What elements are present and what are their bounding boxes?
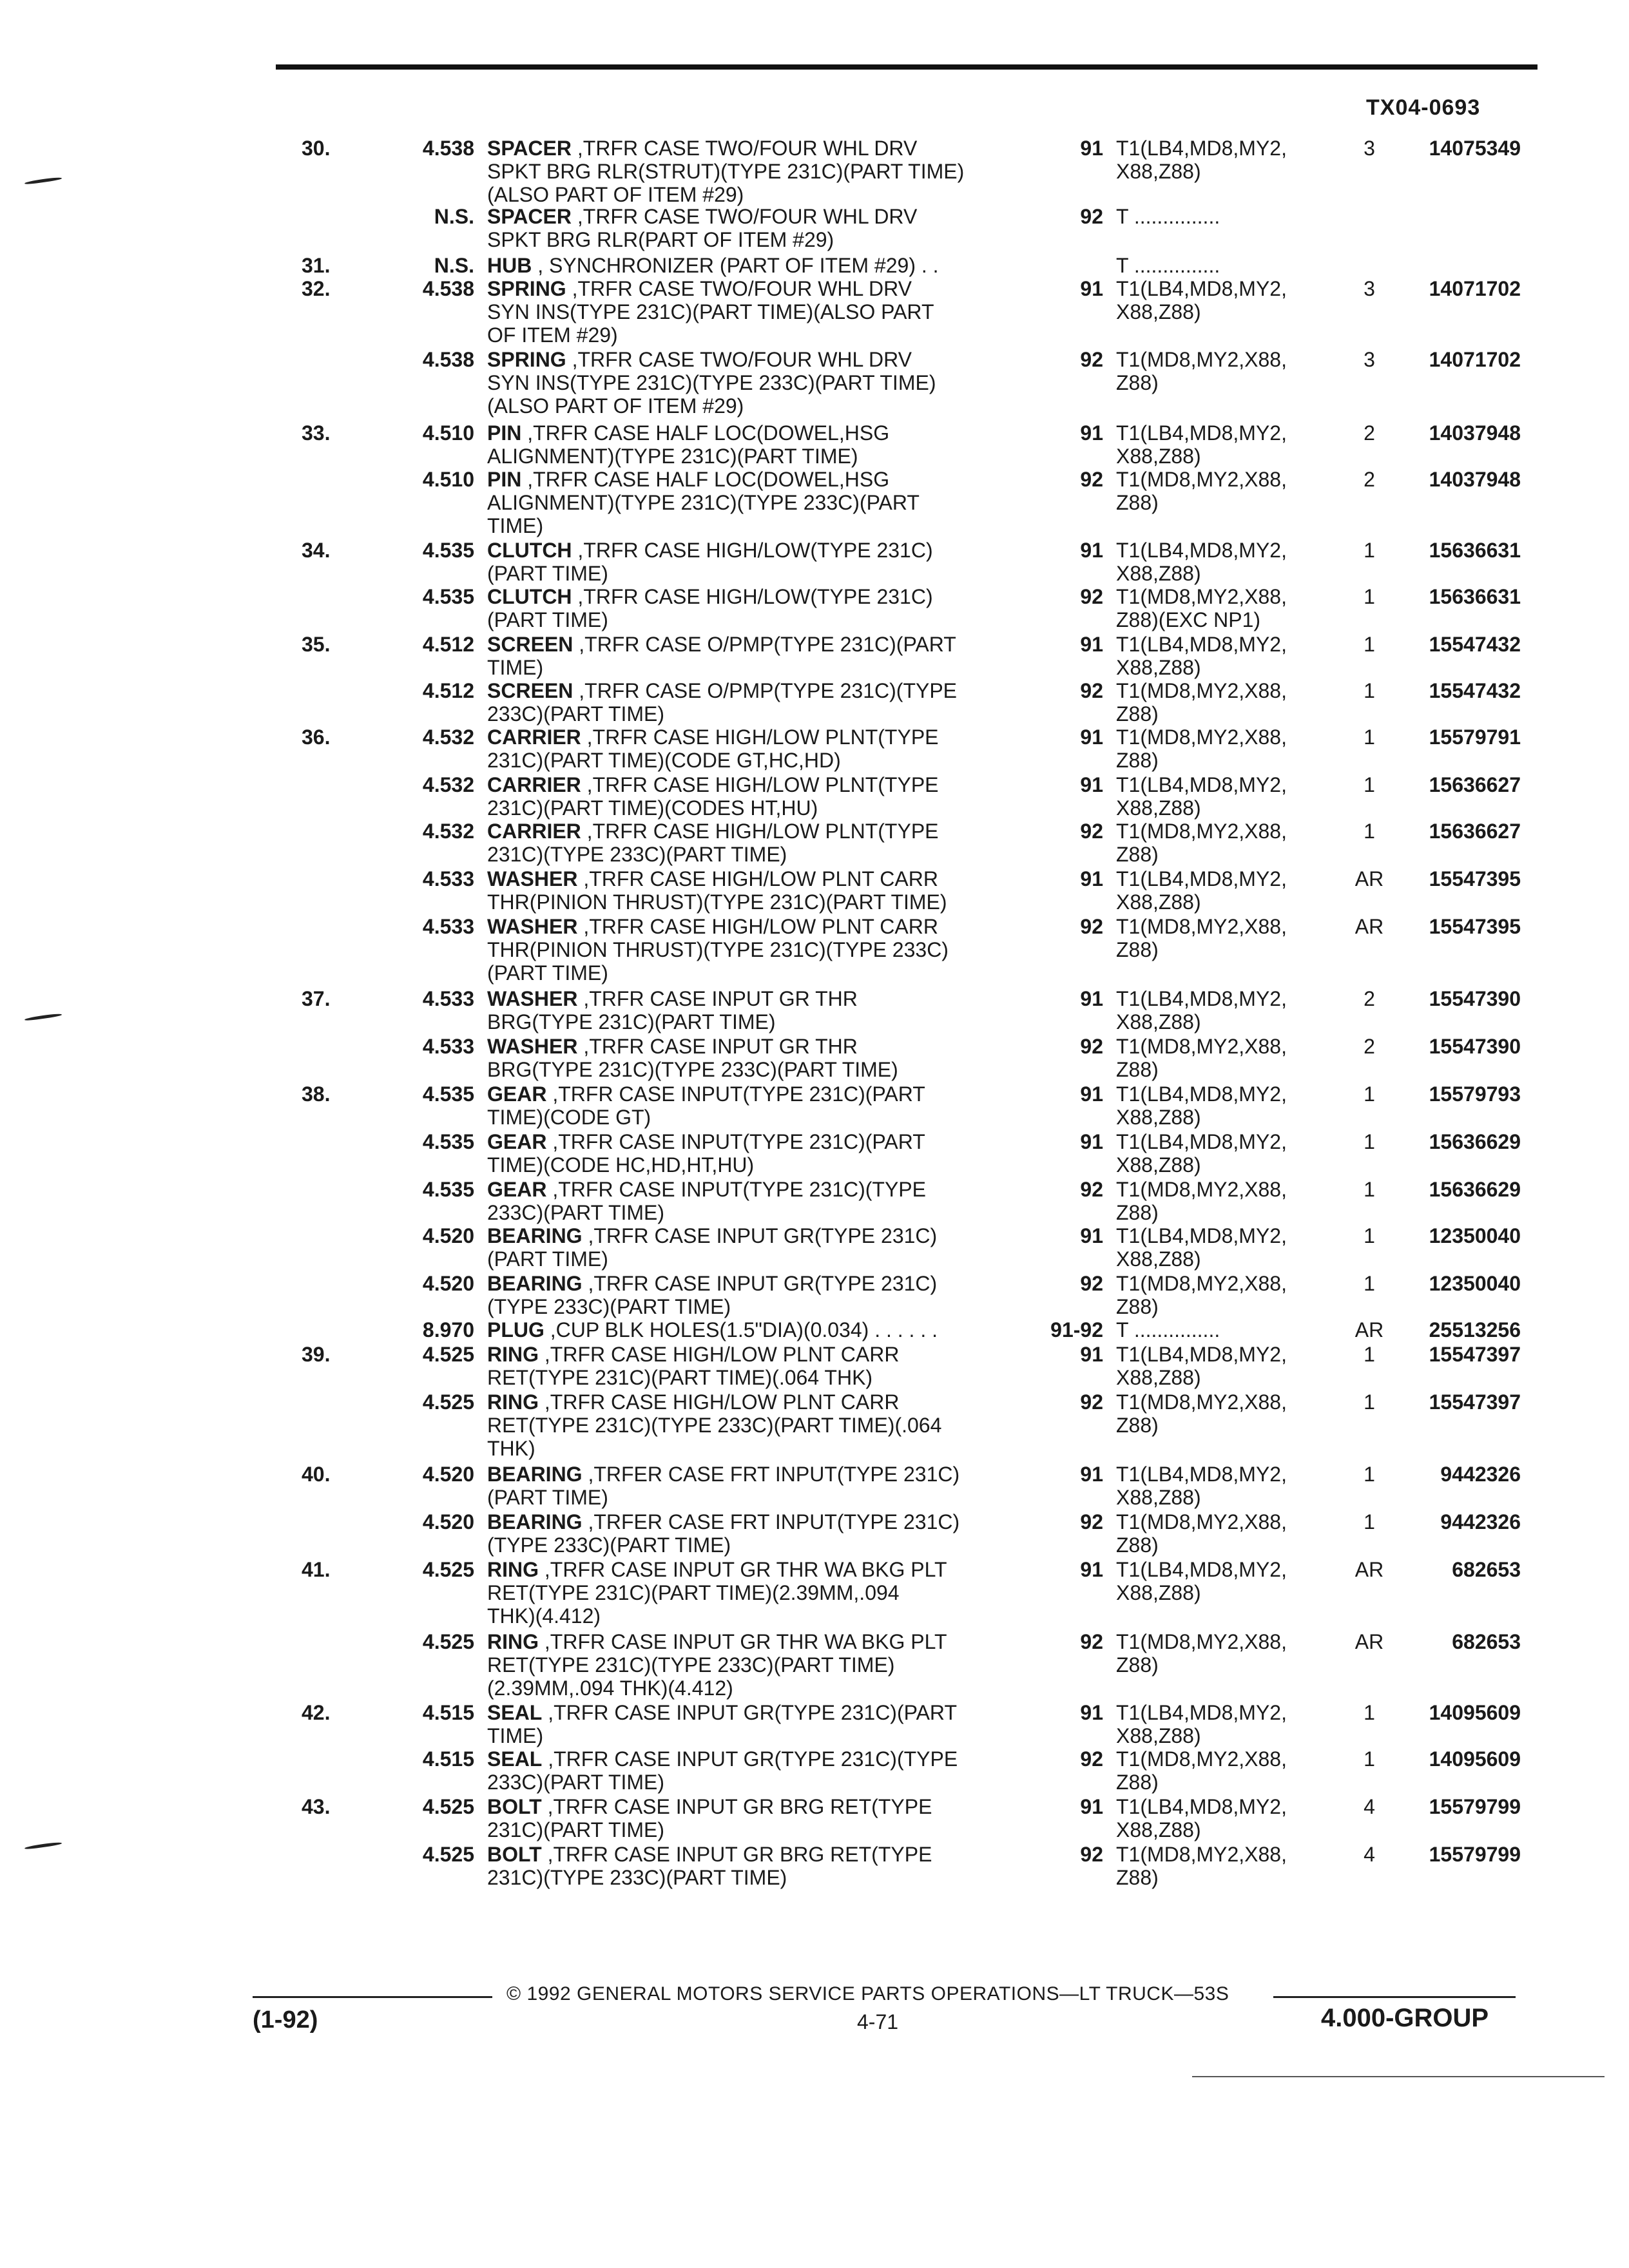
quantity: 1 (1364, 726, 1375, 749)
item-number: 39. (302, 1343, 331, 1366)
part-number: 14071702 (1429, 277, 1521, 300)
part-name: SEAL (487, 1701, 543, 1724)
part-number: 14071702 (1429, 348, 1521, 371)
group-number: 4.532 (422, 726, 474, 749)
part-name: GEAR (487, 1082, 547, 1106)
part-number: 14037948 (1429, 421, 1521, 445)
part-description (487, 1178, 1028, 1224)
group-number: 4.515 (422, 1747, 474, 1771)
quantity: 1 (1364, 1510, 1375, 1533)
model-codes: T ............... (1116, 205, 1220, 228)
part-description (487, 277, 1028, 347)
model-codes: T1(MD8,MY2,X88, Z88) (1116, 1630, 1287, 1677)
part-number: 14037948 (1429, 468, 1521, 491)
quantity: 1 (1364, 1343, 1375, 1366)
model-year: 92 (1080, 585, 1103, 608)
item-number: 42. (302, 1701, 331, 1724)
part-name: RING (487, 1343, 539, 1366)
part-description (487, 1701, 1028, 1747)
model-year: 92 (1080, 1747, 1103, 1771)
part-name: HUB (487, 254, 532, 277)
group-label: 4.000-GROUP (1321, 2004, 1489, 2032)
model-codes: T1(MD8,MY2,X88, Z88) (1116, 679, 1287, 726)
model-codes: T1(MD8,MY2,X88, Z88) (1116, 1272, 1287, 1318)
part-description (487, 1390, 1028, 1460)
model-year: 91 (1080, 1701, 1103, 1724)
copyright-notice: © 1992 GENERAL MOTORS SERVICE PARTS OPERATIONS—LT TRUCK—53S (506, 1983, 1229, 2004)
quantity: 1 (1364, 1272, 1375, 1295)
group-number: 4.520 (422, 1463, 474, 1486)
part-number: 15636627 (1429, 773, 1521, 796)
model-year: 92 (1080, 1510, 1103, 1533)
group-number: 4.535 (422, 1178, 474, 1201)
group-number: 4.533 (422, 915, 474, 938)
part-detail: ,TRFR CASE INPUT GR(TYPE 231C)(TYPE 233C)(PART TIME) (487, 1747, 958, 1794)
group-number: 4.525 (422, 1390, 474, 1414)
part-number: 15547395 (1429, 867, 1521, 890)
part-detail: ,TRFR CASE INPUT GR(TYPE 231C) (TYPE 233C)(PART TIME) (487, 1272, 938, 1318)
part-name: WASHER (487, 1035, 578, 1058)
item-number: 36. (302, 726, 331, 749)
part-detail: ,TRFR CASE TWO/FOUR WHL DRV SPKT BRG RLR(PART OF ITEM #29) (487, 205, 918, 251)
group-number: 4.535 (422, 585, 474, 608)
quantity: 4 (1364, 1795, 1375, 1818)
group-number: 4.535 (422, 539, 474, 562)
part-detail: , SYNCHRONIZER (PART OF ITEM #29) . . (532, 254, 939, 277)
part-number: 25513256 (1429, 1318, 1521, 1341)
model-year: 92 (1080, 679, 1103, 702)
model-codes: T1(MD8,MY2,X88, Z88) (1116, 1510, 1287, 1557)
part-number: 15636631 (1429, 585, 1521, 608)
part-detail: ,TRFR CASE INPUT GR THR BRG(TYPE 231C)(PART TIME) (487, 987, 858, 1033)
group-number: N.S. (434, 254, 474, 277)
quantity: 1 (1364, 1224, 1375, 1247)
part-description (487, 1082, 1028, 1129)
model-codes: T1(LB4,MD8,MY2, X88,Z88) (1116, 867, 1287, 914)
part-detail: ,TRFR CASE HALF LOC(DOWEL,HSG ALIGNMENT)(TYPE 231C)(TYPE 233C)(PART TIME) (487, 468, 920, 537)
model-codes: T1(LB4,MD8,MY2, X88,Z88) (1116, 1701, 1287, 1747)
model-codes: T1(LB4,MD8,MY2, X88,Z88) (1116, 1463, 1287, 1509)
group-number: 4.520 (422, 1272, 474, 1295)
quantity: 1 (1364, 633, 1375, 656)
binder-hole-mark (24, 1013, 62, 1021)
group-number: 4.512 (422, 679, 474, 702)
part-description (487, 348, 1028, 418)
group-number: 4.525 (422, 1843, 474, 1866)
part-detail: ,TRFR CASE O/PMP(TYPE 231C)(TYPE 233C)(PART TIME) (487, 679, 958, 726)
quantity: 3 (1364, 137, 1375, 160)
model-year: 91 (1080, 1558, 1103, 1581)
part-detail: ,TRFR CASE HIGH/LOW PLNT CARR THR(PINION THRUST)(TYPE 231C)(TYPE 233C) (PART TIME) (487, 915, 949, 985)
quantity: AR (1354, 1630, 1384, 1653)
part-name: PIN (487, 468, 522, 491)
part-number: 15547390 (1429, 1035, 1521, 1058)
group-number: 4.525 (422, 1343, 474, 1366)
part-name: CARRIER (487, 820, 581, 843)
model-codes: T1(LB4,MD8,MY2, X88,Z88) (1116, 1224, 1287, 1271)
model-codes: T1(MD8,MY2,X88, Z88) (1116, 468, 1287, 514)
part-description (487, 137, 1028, 206)
part-description (487, 205, 1028, 251)
part-name: BOLT (487, 1843, 542, 1866)
quantity: AR (1354, 1558, 1384, 1581)
part-number: 15579799 (1429, 1843, 1521, 1866)
model-year: 91 (1080, 539, 1103, 562)
part-name: CLUTCH (487, 585, 572, 608)
quantity: AR (1354, 915, 1384, 938)
quantity: 1 (1364, 1701, 1375, 1724)
model-codes: T1(MD8,MY2,X88, Z88) (1116, 820, 1287, 866)
part-name: SEAL (487, 1747, 543, 1771)
part-name: SPACER (487, 137, 572, 160)
part-description (487, 1558, 1028, 1628)
model-year: 91-92 (1050, 1318, 1103, 1341)
part-number: 15547432 (1429, 633, 1521, 656)
model-year: 92 (1080, 820, 1103, 843)
part-number: 682653 (1452, 1630, 1521, 1653)
part-number: 14075349 (1429, 137, 1521, 160)
group-number: 4.533 (422, 1035, 474, 1058)
part-number: 14095609 (1429, 1701, 1521, 1724)
quantity: 1 (1364, 585, 1375, 608)
model-year: 92 (1080, 1630, 1103, 1653)
group-number: 4.515 (422, 1701, 474, 1724)
part-number: 15579791 (1429, 726, 1521, 749)
part-name: RING (487, 1390, 539, 1414)
binder-hole-mark (24, 1841, 62, 1850)
item-number: 30. (302, 137, 331, 160)
model-codes: T1(LB4,MD8,MY2, X88,Z88) (1116, 633, 1287, 679)
part-detail: ,TRFR CASE HIGH/LOW PLNT(TYPE 231C)(PART TIME)(CODE GT,HC,HD) (487, 726, 939, 772)
part-name: BOLT (487, 1795, 542, 1818)
group-number: 4.510 (422, 421, 474, 445)
part-detail: ,TRFR CASE INPUT GR THR WA BKG PLT RET(TYPE 231C)(TYPE 233C)(PART TIME) (2.39MM,.094 THK)(4.412) (487, 1630, 947, 1700)
item-number: 31. (302, 254, 331, 277)
part-number: 15547397 (1429, 1343, 1521, 1366)
model-year: 92 (1080, 1272, 1103, 1295)
part-description (487, 1343, 1028, 1389)
model-year: 91 (1080, 867, 1103, 890)
part-description (487, 1130, 1028, 1177)
model-codes: T1(MD8,MY2,X88, Z88) (1116, 1035, 1287, 1081)
part-name: PLUG (487, 1318, 545, 1341)
part-detail: ,TRFR CASE INPUT GR THR WA BKG PLT RET(TYPE 231C)(PART TIME)(2.39MM,.094 THK)(4.412) (487, 1558, 947, 1628)
group-number: 4.532 (422, 773, 474, 796)
group-number: 4.535 (422, 1082, 474, 1106)
part-description (487, 773, 1028, 820)
model-codes: T1(LB4,MD8,MY2, X88,Z88) (1116, 987, 1287, 1033)
model-year: 91 (1080, 1082, 1103, 1106)
part-name: BEARING (487, 1463, 583, 1486)
group-number: 4.532 (422, 820, 474, 843)
part-detail: ,TRFR CASE INPUT GR(TYPE 231C)(PART TIME) (487, 1701, 957, 1747)
item-number: 35. (302, 633, 331, 656)
part-description (487, 421, 1028, 468)
group-number: 4.535 (422, 1130, 474, 1153)
model-year: 92 (1080, 1390, 1103, 1414)
model-year: 91 (1080, 987, 1103, 1010)
part-description (487, 679, 1028, 726)
quantity: 2 (1364, 421, 1375, 445)
part-name: RING (487, 1630, 539, 1653)
part-description (487, 820, 1028, 866)
part-name: CARRIER (487, 726, 581, 749)
model-year: 91 (1080, 1463, 1103, 1486)
model-year: 91 (1080, 633, 1103, 656)
quantity: 1 (1364, 1747, 1375, 1771)
group-number: 4.525 (422, 1558, 474, 1581)
model-year: 91 (1080, 726, 1103, 749)
part-detail: ,TRFR CASE HIGH/LOW(TYPE 231C) (PART TIME) (487, 539, 933, 585)
group-number: 8.970 (422, 1318, 474, 1341)
model-year: 91 (1080, 137, 1103, 160)
part-description (487, 1747, 1028, 1794)
part-description (487, 254, 1028, 277)
model-year: 92 (1080, 348, 1103, 371)
part-description (487, 1463, 1028, 1509)
group-number: 4.538 (422, 348, 474, 371)
part-detail: ,TRFER CASE FRT INPUT(TYPE 231C) (PART TIME) (487, 1463, 960, 1509)
part-description (487, 1510, 1028, 1557)
group-number: 4.538 (422, 137, 474, 160)
quantity: AR (1354, 867, 1384, 890)
part-name: SCREEN (487, 679, 574, 702)
part-name: SPACER (487, 205, 572, 228)
part-name: CARRIER (487, 773, 581, 796)
footer-rule-right (1273, 1996, 1516, 1998)
model-year: 91 (1080, 421, 1103, 445)
part-detail: ,TRFR CASE INPUT(TYPE 231C)(TYPE 233C)(PART TIME) (487, 1178, 926, 1224)
part-description (487, 987, 1028, 1033)
part-description (487, 1035, 1028, 1081)
quantity: 4 (1364, 1843, 1375, 1866)
part-name: CLUTCH (487, 539, 572, 562)
part-number: 15579799 (1429, 1795, 1521, 1818)
group-number: 4.533 (422, 987, 474, 1010)
footer-dash-line (1192, 2076, 1605, 2077)
item-number: 33. (302, 421, 331, 445)
part-description (487, 468, 1028, 537)
quantity: 1 (1364, 1390, 1375, 1414)
part-name: RING (487, 1558, 539, 1581)
part-description (487, 1843, 1028, 1889)
quantity: 3 (1364, 277, 1375, 300)
part-name: SPRING (487, 277, 566, 300)
quantity: 1 (1364, 1463, 1375, 1486)
quantity: 1 (1364, 1130, 1375, 1153)
part-detail: ,TRFR CASE HIGH/LOW PLNT CARR RET(TYPE 231C)(PART TIME)(.064 THK) (487, 1343, 900, 1389)
model-year: 91 (1080, 1343, 1103, 1366)
model-year: 91 (1080, 1795, 1103, 1818)
model-year: 92 (1080, 1843, 1103, 1866)
part-number: 15547432 (1429, 679, 1521, 702)
model-codes: T1(MD8,MY2,X88, Z88) (1116, 1843, 1287, 1889)
model-codes: T1(LB4,MD8,MY2, X88,Z88) (1116, 1795, 1287, 1841)
part-description (487, 867, 1028, 914)
part-name: BEARING (487, 1224, 583, 1247)
quantity: 2 (1364, 987, 1375, 1010)
binder-hole-mark (24, 177, 62, 185)
part-description (487, 585, 1028, 631)
part-number: 15547397 (1429, 1390, 1521, 1414)
part-name: PIN (487, 421, 522, 445)
group-number: 4.510 (422, 468, 474, 491)
part-number: 15636629 (1429, 1178, 1521, 1201)
model-year: 92 (1080, 205, 1103, 228)
part-name: WASHER (487, 867, 578, 890)
part-description (487, 539, 1028, 585)
part-detail: ,TRFR CASE HIGH/LOW PLNT(TYPE 231C)(TYPE 233C)(PART TIME) (487, 820, 939, 866)
model-codes: T1(LB4,MD8,MY2, X88,Z88) (1116, 773, 1287, 820)
item-number: 38. (302, 1082, 331, 1106)
part-detail: ,TRFR CASE TWO/FOUR WHL DRV SYN INS(TYPE 231C)(PART TIME)(ALSO PART OF ITEM #29) (487, 277, 934, 347)
part-number: 15579793 (1429, 1082, 1521, 1106)
page-number: 4-71 (857, 2010, 899, 2033)
model-codes: T1(LB4,MD8,MY2, X88,Z88) (1116, 421, 1287, 468)
model-codes: T1(LB4,MD8,MY2, X88,Z88) (1116, 137, 1287, 183)
group-number: 4.525 (422, 1630, 474, 1653)
group-number: N.S. (434, 205, 474, 228)
model-year: 92 (1080, 915, 1103, 938)
quantity: 1 (1364, 773, 1375, 796)
part-detail: ,TRFR CASE INPUT GR THR BRG(TYPE 231C)(TYPE 233C)(PART TIME) (487, 1035, 898, 1081)
quantity: 1 (1364, 679, 1375, 702)
part-detail: ,CUP BLK HOLES(1.5"DIA)(0.034) . . . . . . (544, 1318, 938, 1341)
footer-rule-left (253, 1996, 492, 1998)
item-number: 41. (302, 1558, 331, 1581)
part-detail: ,TRFR CASE HIGH/LOW(TYPE 231C) (PART TIME) (487, 585, 933, 631)
model-codes: T1(LB4,MD8,MY2, X88,Z88) (1116, 1130, 1287, 1177)
model-codes: T ............... (1116, 1318, 1220, 1341)
model-codes: T1(MD8,MY2,X88, Z88) (1116, 348, 1287, 394)
model-year: 91 (1080, 773, 1103, 796)
part-name: SCREEN (487, 633, 574, 656)
part-name: GEAR (487, 1130, 547, 1153)
part-number: 682653 (1452, 1558, 1521, 1581)
part-description (487, 1272, 1028, 1318)
group-number: 4.533 (422, 867, 474, 890)
part-description (487, 915, 1028, 985)
part-detail: ,TRFR CASE INPUT(TYPE 231C)(PART TIME)(CODE GT) (487, 1082, 925, 1129)
quantity: 1 (1364, 820, 1375, 843)
part-detail: ,TRFR CASE HIGH/LOW PLNT(TYPE 231C)(PART TIME)(CODES HT,HU) (487, 773, 939, 820)
model-codes: T1(MD8,MY2,X88, Z88) (1116, 726, 1287, 772)
part-detail: ,TRFR CASE TWO/FOUR WHL DRV SPKT BRG RLR(STRUT)(TYPE 231C)(PART TIME) (ALSO PART OF ITEM #29) (487, 137, 965, 206)
quantity: AR (1354, 1318, 1384, 1341)
part-number: 9442326 (1440, 1463, 1521, 1486)
part-number: 12350040 (1429, 1224, 1521, 1247)
part-number: 9442326 (1440, 1510, 1521, 1533)
part-name: BEARING (487, 1510, 583, 1533)
model-codes: T1(MD8,MY2,X88, Z88) (1116, 915, 1287, 961)
part-number: 15636627 (1429, 820, 1521, 843)
model-codes: T1(LB4,MD8,MY2, X88,Z88) (1116, 539, 1287, 585)
part-detail: ,TRFR CASE HIGH/LOW PLNT CARR RET(TYPE 231C)(TYPE 233C)(PART TIME)(.064 THK) (487, 1390, 942, 1460)
model-codes: T1(MD8,MY2,X88, Z88) (1116, 1178, 1287, 1224)
part-number: 15636629 (1429, 1130, 1521, 1153)
quantity: 2 (1364, 468, 1375, 491)
quantity: 2 (1364, 1035, 1375, 1058)
model-year: 91 (1080, 1130, 1103, 1153)
quantity: 3 (1364, 348, 1375, 371)
part-number: 15547390 (1429, 987, 1521, 1010)
model-codes: T1(LB4,MD8,MY2, X88,Z88) (1116, 1343, 1287, 1389)
part-name: BEARING (487, 1272, 583, 1295)
group-number: 4.520 (422, 1510, 474, 1533)
part-description (487, 726, 1028, 772)
item-number: 43. (302, 1795, 331, 1818)
part-description (487, 633, 1028, 679)
model-codes: T1(MD8,MY2,X88, Z88)(EXC NP1) (1116, 585, 1287, 631)
quantity: 1 (1364, 1082, 1375, 1106)
part-detail: ,TRFR CASE HALF LOC(DOWEL,HSG ALIGNMENT)(TYPE 231C)(PART TIME) (487, 421, 890, 468)
part-detail: ,TRFR CASE TWO/FOUR WHL DRV SYN INS(TYPE 231C)(TYPE 233C)(PART TIME) (ALSO PART OF ITEM #29) (487, 348, 936, 418)
model-year: 92 (1080, 468, 1103, 491)
part-detail: ,TRFR CASE O/PMP(TYPE 231C)(PART TIME) (487, 633, 956, 679)
part-number: 12350040 (1429, 1272, 1521, 1295)
part-detail: ,TRFR CASE HIGH/LOW PLNT CARR THR(PINION THRUST)(TYPE 231C)(PART TIME) (487, 867, 947, 914)
part-name: WASHER (487, 987, 578, 1010)
model-codes: T ............... (1116, 254, 1220, 277)
part-name: SPRING (487, 348, 566, 371)
item-number: 40. (302, 1463, 331, 1486)
model-codes: T1(MD8,MY2,X88, Z88) (1116, 1390, 1287, 1437)
part-name: GEAR (487, 1178, 547, 1201)
model-codes: T1(MD8,MY2,X88, Z88) (1116, 1747, 1287, 1794)
group-number: 4.525 (422, 1795, 474, 1818)
part-description (487, 1224, 1028, 1271)
model-codes: T1(LB4,MD8,MY2, X88,Z88) (1116, 1558, 1287, 1604)
part-detail: ,TRFR CASE INPUT GR BRG RET(TYPE 231C)(TYPE 233C)(PART TIME) (487, 1843, 932, 1889)
part-number: 15547395 (1429, 915, 1521, 938)
part-description (487, 1318, 1028, 1341)
part-detail: ,TRFR CASE INPUT GR(TYPE 231C) (PART TIME) (487, 1224, 938, 1271)
model-year: 91 (1080, 277, 1103, 300)
part-detail: ,TRFER CASE FRT INPUT(TYPE 231C) (TYPE 233C)(PART TIME) (487, 1510, 960, 1557)
part-description (487, 1795, 1028, 1841)
part-number: 14095609 (1429, 1747, 1521, 1771)
quantity: 1 (1364, 539, 1375, 562)
item-number: 32. (302, 277, 331, 300)
item-number: 37. (302, 987, 331, 1010)
quantity: 1 (1364, 1178, 1375, 1201)
group-number: 4.538 (422, 277, 474, 300)
model-year: 91 (1080, 1224, 1103, 1247)
revision-date: (1-92) (253, 2006, 318, 2033)
model-year: 92 (1080, 1035, 1103, 1058)
part-detail: ,TRFR CASE INPUT GR BRG RET(TYPE 231C)(PART TIME) (487, 1795, 932, 1841)
item-number: 34. (302, 539, 331, 562)
part-detail: ,TRFR CASE INPUT(TYPE 231C)(PART TIME)(CODE HC,HD,HT,HU) (487, 1130, 925, 1177)
top-rule (276, 64, 1537, 70)
group-number: 4.512 (422, 633, 474, 656)
part-description (487, 1630, 1028, 1700)
document-id: TX04-0693 (1366, 95, 1481, 120)
model-codes: T1(LB4,MD8,MY2, X88,Z88) (1116, 277, 1287, 323)
model-year: 92 (1080, 1178, 1103, 1201)
model-codes: T1(LB4,MD8,MY2, X88,Z88) (1116, 1082, 1287, 1129)
part-number: 15636631 (1429, 539, 1521, 562)
part-name: WASHER (487, 915, 578, 938)
group-number: 4.520 (422, 1224, 474, 1247)
